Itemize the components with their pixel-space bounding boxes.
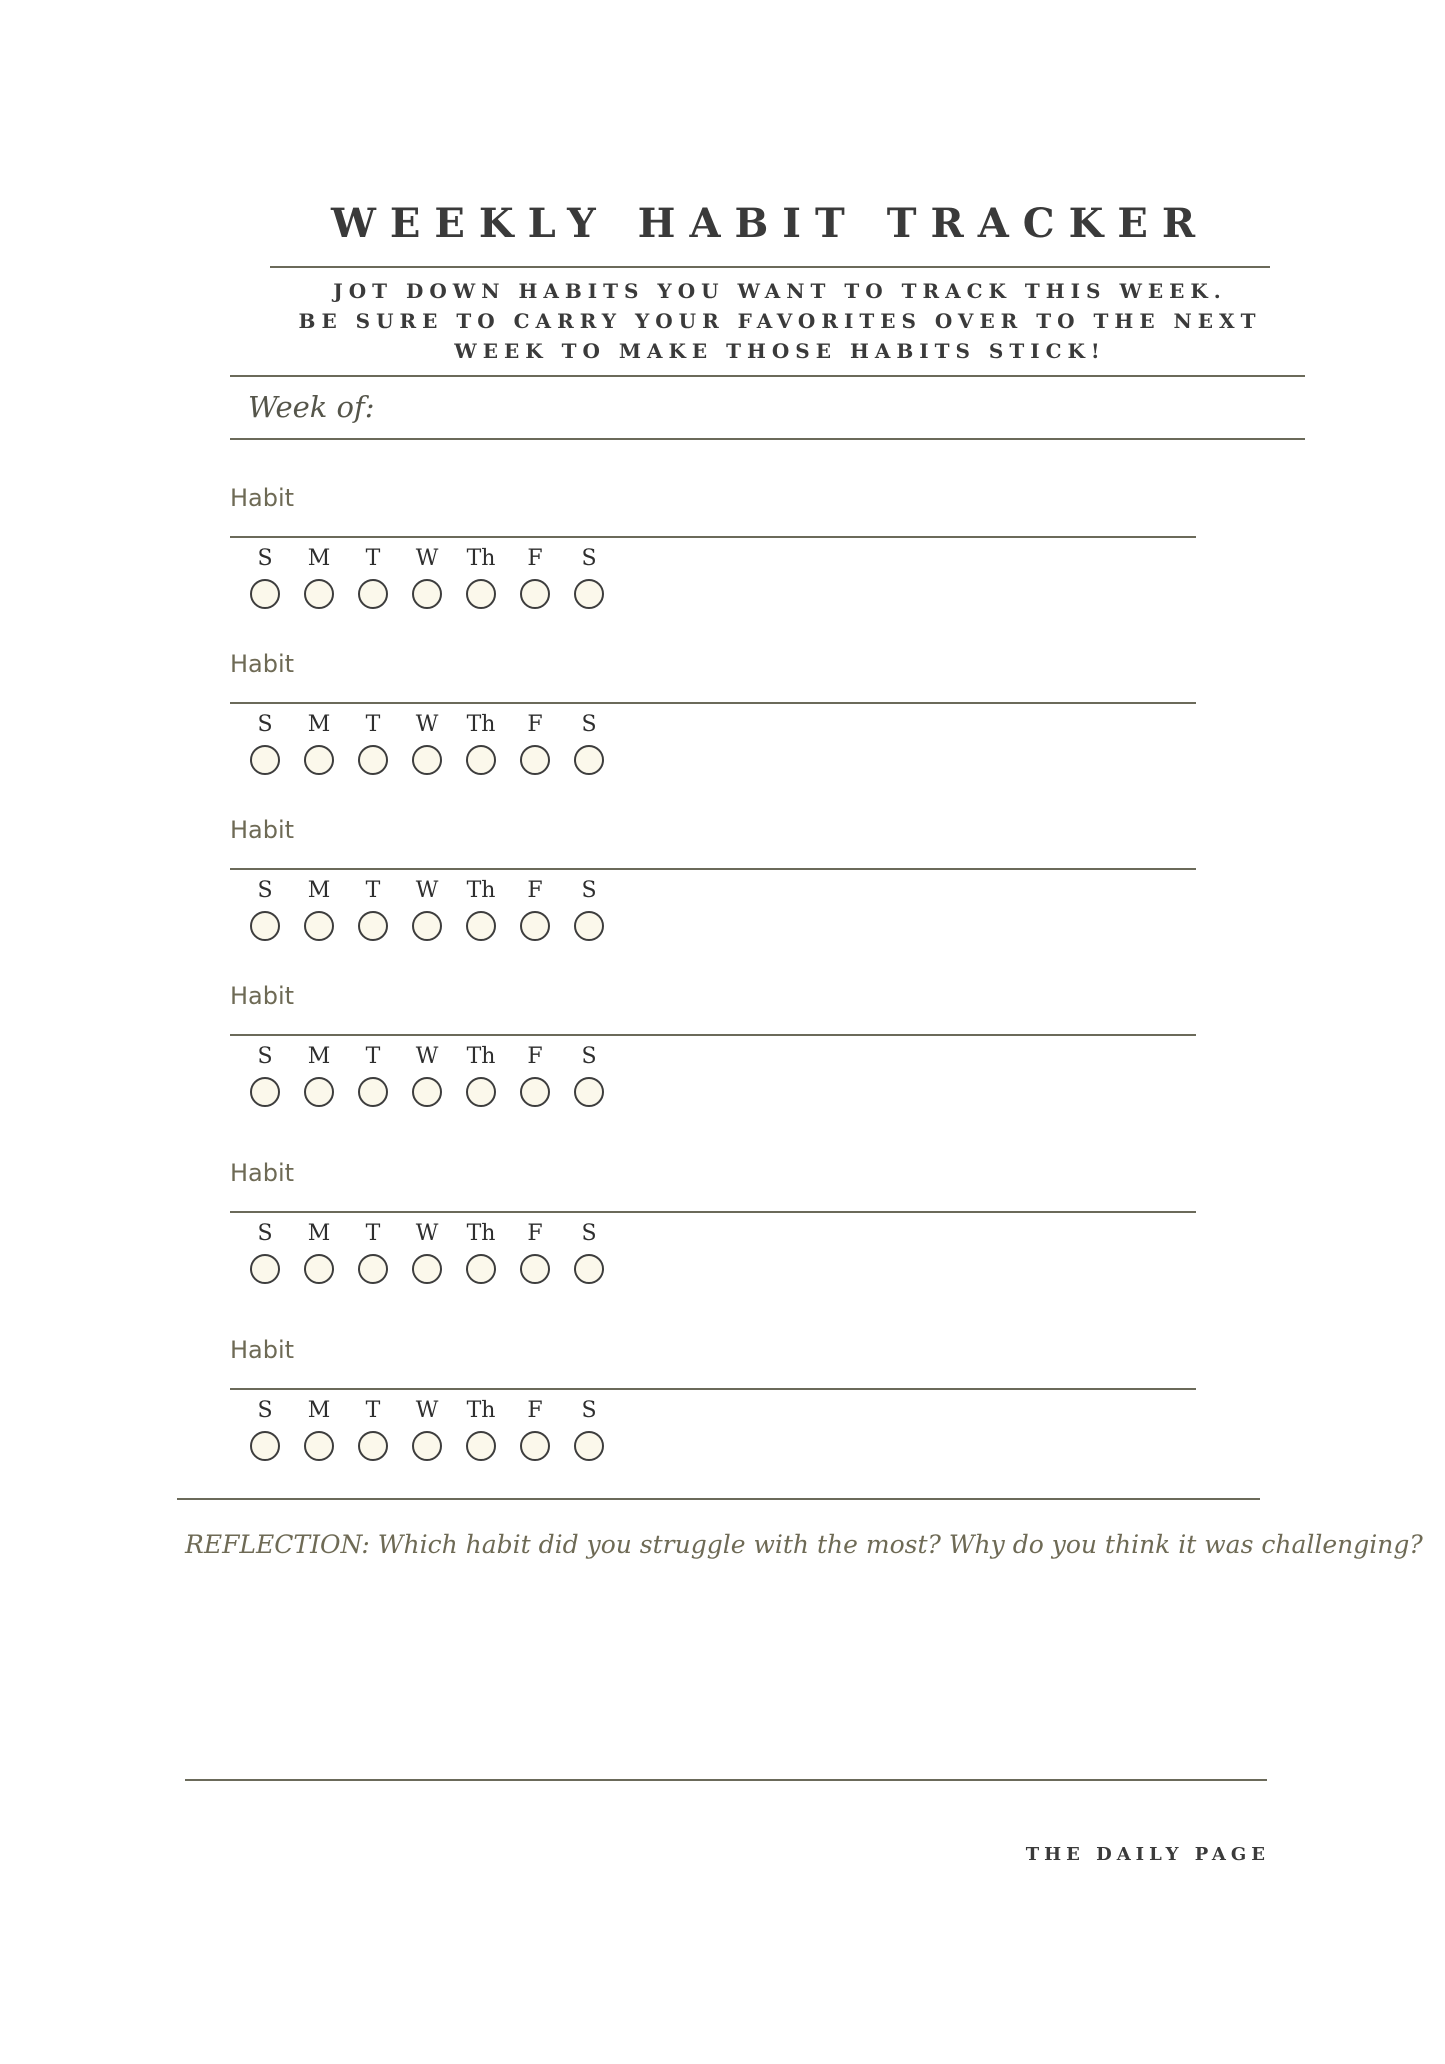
habit-block xyxy=(230,1336,1200,1506)
day-checkbox[interactable] xyxy=(574,579,604,609)
day-letter: F xyxy=(527,1221,543,1246)
day-letter: T xyxy=(365,878,381,903)
day-cell xyxy=(454,1219,508,1299)
day-cell xyxy=(292,1042,346,1122)
day-letter: Th xyxy=(466,878,496,903)
day-checkbox[interactable] xyxy=(520,1431,550,1461)
day-letter: W xyxy=(415,712,439,737)
day-checkbox[interactable] xyxy=(250,745,280,775)
day-checkbox[interactable] xyxy=(358,745,388,775)
day-cell xyxy=(238,1219,292,1299)
day-checkbox[interactable] xyxy=(304,1431,334,1461)
day-letter: W xyxy=(415,878,439,903)
day-cell xyxy=(400,1219,454,1299)
day-letter: Th xyxy=(466,712,496,737)
day-cell xyxy=(508,876,562,956)
day-letter: T xyxy=(365,712,381,737)
day-checkbox[interactable] xyxy=(250,911,280,941)
day-cell xyxy=(238,1396,292,1476)
instructions xyxy=(250,276,1310,366)
day-checkbox[interactable] xyxy=(358,1077,388,1107)
day-checkbox[interactable] xyxy=(520,745,550,775)
day-checkbox[interactable] xyxy=(250,1254,280,1284)
day-cell xyxy=(292,876,346,956)
habit-label: Habit xyxy=(230,1336,295,1364)
day-letter: S xyxy=(257,1221,273,1246)
day-checkbox[interactable] xyxy=(574,745,604,775)
reflection-prompt: REFLECTION: Which habit did you struggle with the most? Why do you think it was challenging? xyxy=(185,1530,1423,1559)
day-letter: S xyxy=(581,1044,597,1069)
reflection-bottom-rule xyxy=(185,1779,1267,1781)
day-cell xyxy=(454,710,508,790)
day-cell xyxy=(562,1396,616,1476)
day-letter: W xyxy=(415,1221,439,1246)
day-cell xyxy=(346,1042,400,1122)
day-checkbox[interactable] xyxy=(466,911,496,941)
day-row xyxy=(238,1042,616,1122)
day-cell xyxy=(508,1042,562,1122)
day-letter: S xyxy=(581,1398,597,1423)
day-cell xyxy=(562,710,616,790)
day-checkbox[interactable] xyxy=(358,911,388,941)
day-cell xyxy=(346,1219,400,1299)
day-checkbox[interactable] xyxy=(412,1077,442,1107)
day-checkbox[interactable] xyxy=(466,1077,496,1107)
day-letter: F xyxy=(527,1044,543,1069)
instructions-line: WEEK TO MAKE THOSE HABITS STICK! xyxy=(454,339,1106,363)
day-letter: T xyxy=(365,546,381,571)
day-checkbox[interactable] xyxy=(304,911,334,941)
day-checkbox[interactable] xyxy=(466,579,496,609)
day-checkbox[interactable] xyxy=(304,1254,334,1284)
day-checkbox[interactable] xyxy=(466,1431,496,1461)
day-cell xyxy=(562,1042,616,1122)
day-cell xyxy=(346,1396,400,1476)
day-letter: T xyxy=(365,1398,381,1423)
day-letter: Th xyxy=(466,546,496,571)
day-cell xyxy=(508,1396,562,1476)
day-letter: F xyxy=(527,712,543,737)
day-checkbox[interactable] xyxy=(412,579,442,609)
day-letter: W xyxy=(415,1398,439,1423)
day-letter: M xyxy=(307,878,331,903)
day-checkbox[interactable] xyxy=(250,579,280,609)
day-checkbox[interactable] xyxy=(412,911,442,941)
day-cell xyxy=(400,1042,454,1122)
day-checkbox[interactable] xyxy=(412,1431,442,1461)
day-cell xyxy=(346,544,400,624)
day-checkbox[interactable] xyxy=(574,1254,604,1284)
instructions-line: JOT DOWN HABITS YOU WANT TO TRACK THIS WEEK. xyxy=(333,279,1227,303)
day-row xyxy=(238,1396,616,1476)
week-bottom-rule[interactable] xyxy=(230,438,1305,440)
day-cell xyxy=(292,1219,346,1299)
day-letter: Th xyxy=(466,1044,496,1069)
day-letter: Th xyxy=(466,1398,496,1423)
habit-label: Habit xyxy=(230,816,295,844)
habit-block xyxy=(230,650,1200,820)
habit-label: Habit xyxy=(230,484,295,512)
day-checkbox[interactable] xyxy=(304,745,334,775)
day-letter: S xyxy=(581,878,597,903)
day-letter: T xyxy=(365,1221,381,1246)
day-letter: S xyxy=(257,1044,273,1069)
day-cell xyxy=(454,544,508,624)
day-cell xyxy=(562,876,616,956)
day-checkbox[interactable] xyxy=(520,579,550,609)
day-letter: S xyxy=(257,1398,273,1423)
day-cell xyxy=(346,710,400,790)
day-cell xyxy=(508,710,562,790)
day-letter: M xyxy=(307,1221,331,1246)
day-checkbox[interactable] xyxy=(304,1077,334,1107)
day-cell xyxy=(400,1396,454,1476)
day-checkbox[interactable] xyxy=(358,579,388,609)
day-letter: T xyxy=(365,1044,381,1069)
brand-footer: THE DAILY PAGE xyxy=(1025,1844,1270,1865)
day-checkbox[interactable] xyxy=(250,1431,280,1461)
habit-name-line[interactable] xyxy=(230,1034,1196,1036)
day-cell xyxy=(238,544,292,624)
day-letter: F xyxy=(527,546,543,571)
habit-block xyxy=(230,982,1200,1152)
day-letter: S xyxy=(581,712,597,737)
day-row xyxy=(238,544,616,624)
habit-name-line[interactable] xyxy=(230,702,1196,704)
day-cell xyxy=(400,544,454,624)
habit-name-line[interactable] xyxy=(230,1388,1196,1390)
day-cell xyxy=(454,1396,508,1476)
day-letter: S xyxy=(257,878,273,903)
day-checkbox[interactable] xyxy=(304,579,334,609)
day-cell xyxy=(292,710,346,790)
habit-name-line[interactable] xyxy=(230,536,1196,538)
day-cell xyxy=(454,876,508,956)
day-cell xyxy=(292,544,346,624)
week-top-rule xyxy=(230,375,1305,377)
habit-label: Habit xyxy=(230,650,295,678)
day-letter: M xyxy=(307,712,331,737)
day-letter: S xyxy=(257,712,273,737)
day-cell xyxy=(238,1042,292,1122)
day-checkbox[interactable] xyxy=(520,1077,550,1107)
day-checkbox[interactable] xyxy=(466,745,496,775)
day-letter: Th xyxy=(466,1221,496,1246)
title-underline xyxy=(270,266,1270,268)
day-letter: M xyxy=(307,546,331,571)
day-letter: F xyxy=(527,878,543,903)
day-letter: F xyxy=(527,1398,543,1423)
instructions-line: BE SURE TO CARRY YOUR FAVORITES OVER TO THE NEXT xyxy=(298,309,1262,333)
day-checkbox[interactable] xyxy=(520,911,550,941)
day-letter: M xyxy=(307,1044,331,1069)
day-cell xyxy=(508,1219,562,1299)
day-cell xyxy=(292,1396,346,1476)
day-checkbox[interactable] xyxy=(358,1431,388,1461)
day-checkbox[interactable] xyxy=(358,1254,388,1284)
day-letter: W xyxy=(415,1044,439,1069)
habit-block xyxy=(230,484,1200,654)
day-checkbox[interactable] xyxy=(412,1254,442,1284)
day-cell xyxy=(454,1042,508,1122)
day-checkbox[interactable] xyxy=(250,1077,280,1107)
habit-name-line[interactable] xyxy=(230,868,1196,870)
reflection-top-rule xyxy=(177,1498,1260,1500)
day-letter: M xyxy=(307,1398,331,1423)
day-cell xyxy=(238,710,292,790)
day-checkbox[interactable] xyxy=(574,1077,604,1107)
habit-block xyxy=(230,1159,1200,1329)
page-title: WEEKLY HABIT TRACKER xyxy=(330,200,1210,247)
day-checkbox[interactable] xyxy=(412,745,442,775)
day-cell xyxy=(562,544,616,624)
day-cell xyxy=(508,544,562,624)
day-letter: W xyxy=(415,546,439,571)
day-row xyxy=(238,1219,616,1299)
day-cell xyxy=(400,710,454,790)
day-checkbox[interactable] xyxy=(466,1254,496,1284)
habit-name-line[interactable] xyxy=(230,1211,1196,1213)
habit-block xyxy=(230,816,1200,986)
day-letter: S xyxy=(257,546,273,571)
day-letter: S xyxy=(581,1221,597,1246)
day-row xyxy=(238,710,616,790)
day-cell xyxy=(400,876,454,956)
day-cell xyxy=(562,1219,616,1299)
habit-label: Habit xyxy=(230,1159,295,1187)
week-of-label: Week of: xyxy=(248,390,375,424)
day-checkbox[interactable] xyxy=(574,911,604,941)
day-row xyxy=(238,876,616,956)
day-cell xyxy=(346,876,400,956)
day-checkbox[interactable] xyxy=(574,1431,604,1461)
day-checkbox[interactable] xyxy=(520,1254,550,1284)
day-cell xyxy=(238,876,292,956)
habit-label: Habit xyxy=(230,982,295,1010)
day-letter: S xyxy=(581,546,597,571)
